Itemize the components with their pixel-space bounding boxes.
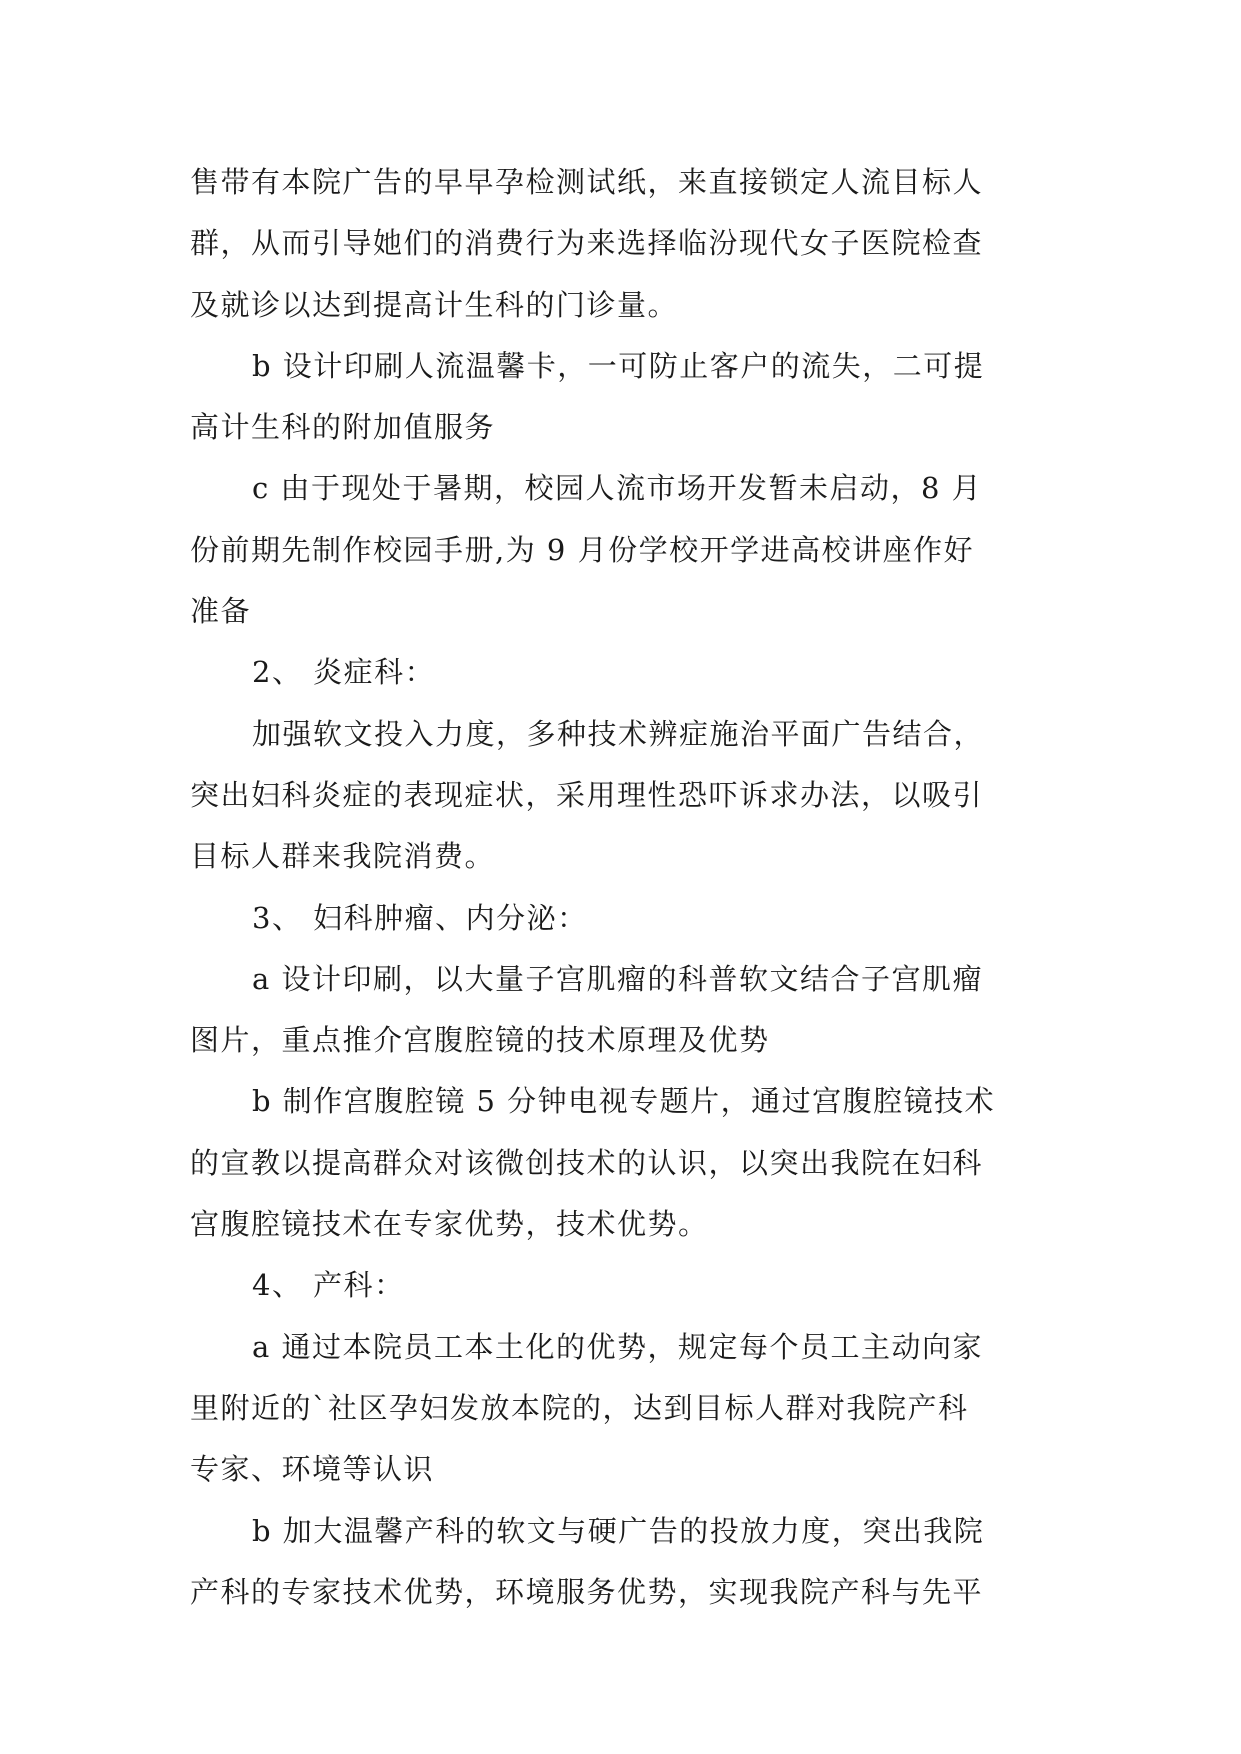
text-line: 宫腹腔镜技术在专家优势，技术优势。 bbox=[190, 1207, 709, 1242]
text-line: 专家、环境等认识 bbox=[190, 1452, 435, 1487]
text-line: 突出妇科炎症的表现症状，采用理性恐吓诉求办法，以吸引 bbox=[190, 777, 984, 812]
text-line: 售带有本院广告的早早孕检测试纸，来直接锁定人流目标人 bbox=[190, 165, 984, 199]
text-line: 目标人群来我院消费。 bbox=[190, 839, 496, 874]
text-line: 高计生科的附加值服务 bbox=[190, 410, 496, 445]
text-line: 准备 bbox=[190, 594, 252, 629]
document-body bbox=[190, 152, 1070, 1623]
text-line: 及就诊以达到提高计生科的门诊量。 bbox=[190, 287, 679, 322]
text-line: a 通过本院员工本土化的优势，规定每个员工主动向家 bbox=[252, 1329, 984, 1364]
text-line: 份前期先制作校园手册,为 9 月份学校开学进高校讲座作好 bbox=[190, 532, 975, 567]
text-line: 的宣教以提高群众对该微创技术的认识，以突出我院在妇科 bbox=[190, 1145, 984, 1180]
text-line: 3、 妇科肿瘤、内分泌： bbox=[252, 900, 588, 935]
text-line: 里附近的`社区孕妇发放本院的，达到目标人群对我院产科 bbox=[190, 1390, 969, 1425]
text-line: c 由于现处于暑期，校园人流市场开发暂未启动，8 月 bbox=[252, 471, 983, 506]
text-line: 群，从而引导她们的消费行为来选择临汾现代女子医院检查 bbox=[190, 226, 984, 261]
text-line: 加强软文投入力度，多种技术辨症施治平面广告结合， bbox=[252, 716, 985, 751]
text-line: 4、 产科： bbox=[252, 1268, 405, 1303]
text-line: 产科的专家技术优势，环境服务优势，实现我院产科与先平 bbox=[190, 1574, 984, 1609]
text-line: a 设计印刷，以大量子宫肌瘤的科普软文结合子宫肌瘤 bbox=[252, 961, 984, 996]
text-line: 图片，重点推介宫腹腔镜的技术原理及优势 bbox=[190, 1023, 770, 1058]
text-line: b 制作宫腹腔镜 5 分钟电视专题片，通过宫腹腔镜技术 bbox=[252, 1084, 996, 1119]
text-line: b 加大温馨产科的软文与硬广告的投放力度，突出我院 bbox=[252, 1513, 985, 1548]
text-line: 2、 炎症科： bbox=[252, 655, 436, 690]
text-line: b 设计印刷人流温馨卡，一可防止客户的流失，二可提 bbox=[252, 348, 985, 383]
